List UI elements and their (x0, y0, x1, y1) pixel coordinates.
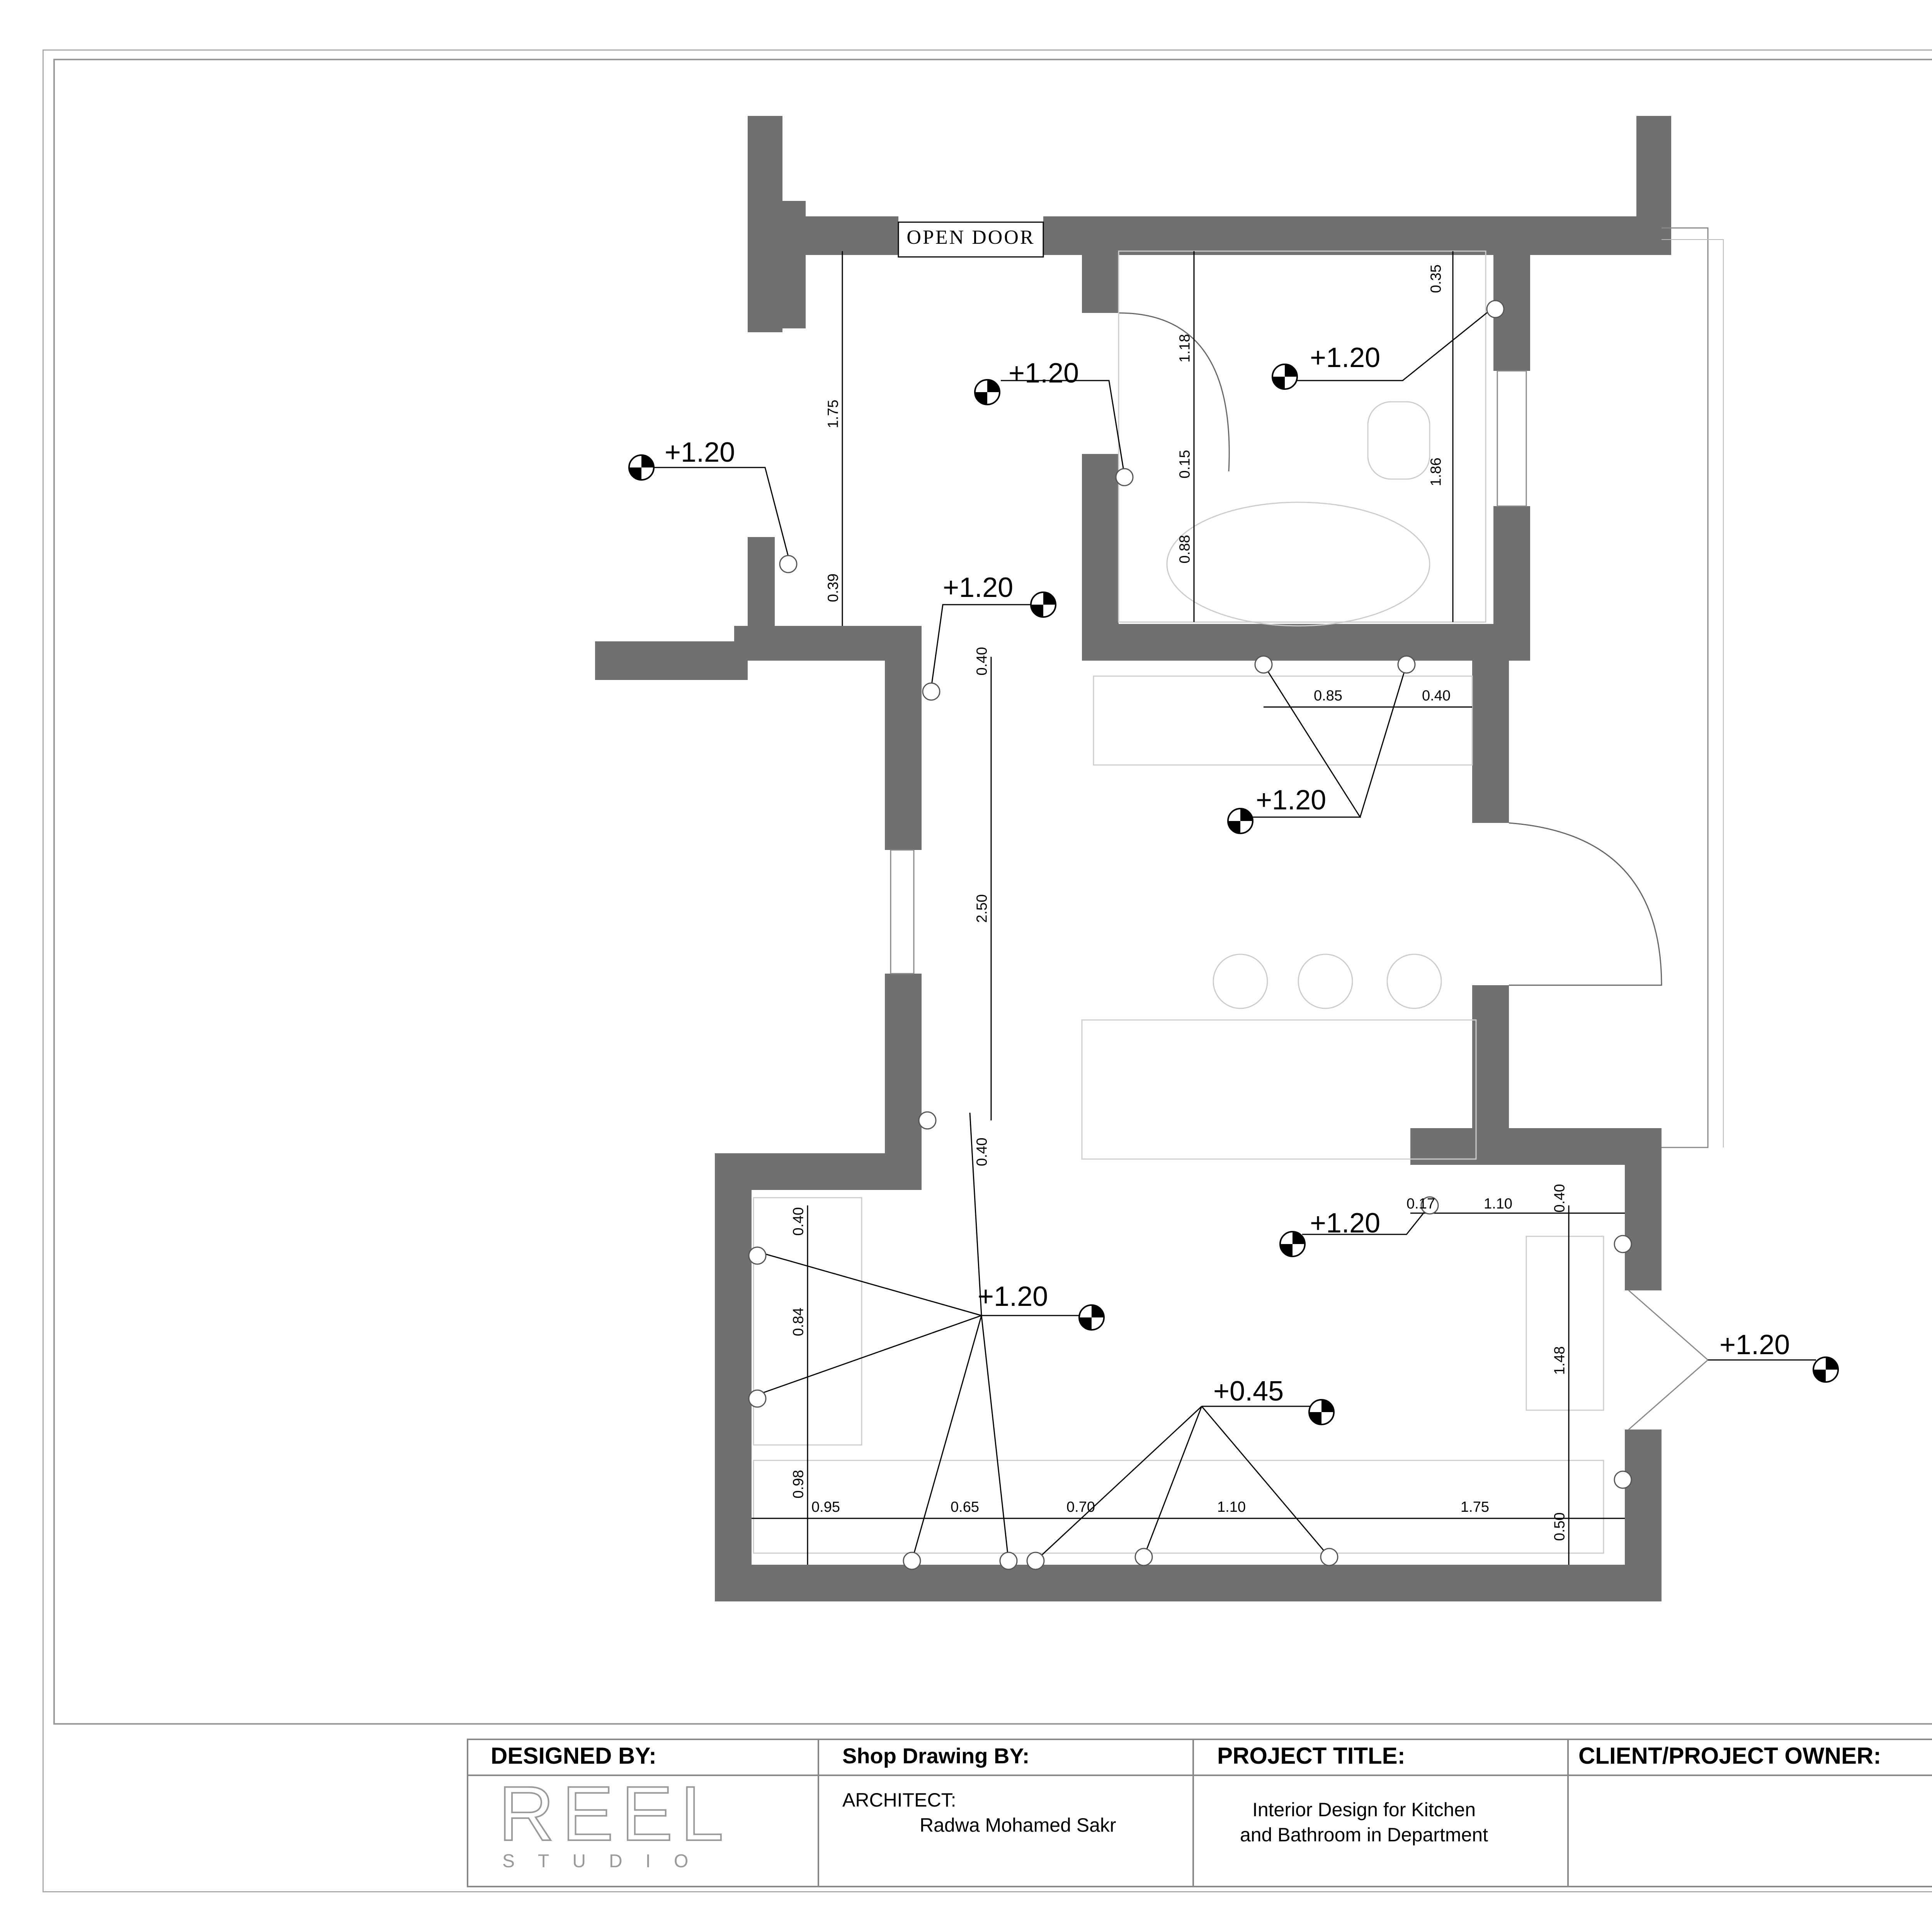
level-label: +1.20 (1009, 358, 1079, 389)
level-label: +1.20 (1310, 342, 1381, 373)
designed-by-label: DESIGNED BY: (491, 1743, 656, 1769)
level-marker (1309, 1400, 1334, 1424)
dim-label: 0.85 (1314, 688, 1342, 704)
architect-name: Radwa Mohamed Sakr (920, 1814, 1116, 1836)
dim-label: 2.50 (974, 894, 990, 923)
designer-logo: REEL (498, 1771, 731, 1857)
dim-label: 1.48 (1551, 1346, 1568, 1375)
dim-label: 0.40 (1422, 688, 1451, 704)
dim-label: 1.75 (825, 399, 842, 428)
dim-label: 0.17 (1406, 1196, 1435, 1212)
dim-label: 0.39 (825, 573, 842, 602)
level-label: +0.45 (1213, 1376, 1284, 1407)
dim-label: 0.84 (790, 1307, 807, 1336)
dim-label: 0.35 (1428, 264, 1444, 293)
dim-label: 0.50 (1551, 1512, 1568, 1541)
level-label: +1.20 (1310, 1208, 1381, 1239)
level-label: +1.20 (978, 1281, 1048, 1312)
socket-symbols (749, 301, 1631, 1569)
dim-label: 1.86 (1428, 457, 1444, 486)
dim-label: 0.70 (1066, 1499, 1095, 1515)
dim-label: 0.88 (1177, 535, 1193, 564)
dim-label: 0.65 (951, 1499, 979, 1515)
level-label: +1.20 (665, 437, 735, 468)
dim-label: 0.40 (974, 1137, 990, 1166)
level-label: +1.20 (1719, 1329, 1790, 1360)
level-marker (1813, 1357, 1838, 1382)
dim-label: 0.15 (1177, 450, 1193, 479)
shop-drawing-label: Shop Drawing BY: (842, 1744, 1030, 1768)
level-label: +1.20 (943, 572, 1014, 603)
level-label: +1.20 (1256, 785, 1327, 816)
level-marker (1228, 809, 1253, 833)
dim-label: 0.98 (790, 1470, 807, 1499)
level-marker (1280, 1232, 1305, 1256)
level-marker (629, 455, 654, 480)
level-marker (1031, 592, 1056, 617)
dim-label: 0.40 (790, 1207, 807, 1236)
dim-label: 1.10 (1484, 1196, 1512, 1212)
project-title-line1: Interior Design for Kitchen (1252, 1799, 1476, 1820)
designer-logo-sub: STUDIO (502, 1851, 712, 1871)
level-marker (1272, 364, 1297, 389)
level-marker (975, 380, 1000, 405)
dim-label: 0.40 (974, 647, 990, 676)
dim-label: 1.75 (1461, 1499, 1489, 1515)
project-title-line2: and Bathroom in Department (1240, 1824, 1488, 1846)
dim-label: 0.95 (811, 1499, 840, 1515)
level-marker (1079, 1305, 1104, 1330)
open-door-label: OPEN DOOR (906, 226, 1035, 248)
dim-label: 1.10 (1217, 1499, 1246, 1515)
project-title-label: PROJECT TITLE: (1217, 1743, 1405, 1769)
walls (595, 116, 1671, 1601)
dim-label: 0.40 (1551, 1184, 1568, 1213)
dim-label: 1.18 (1177, 334, 1193, 363)
client-label: CLIENT/PROJECT OWNER: (1578, 1743, 1881, 1769)
architect-label: ARCHITECT: (842, 1789, 956, 1811)
